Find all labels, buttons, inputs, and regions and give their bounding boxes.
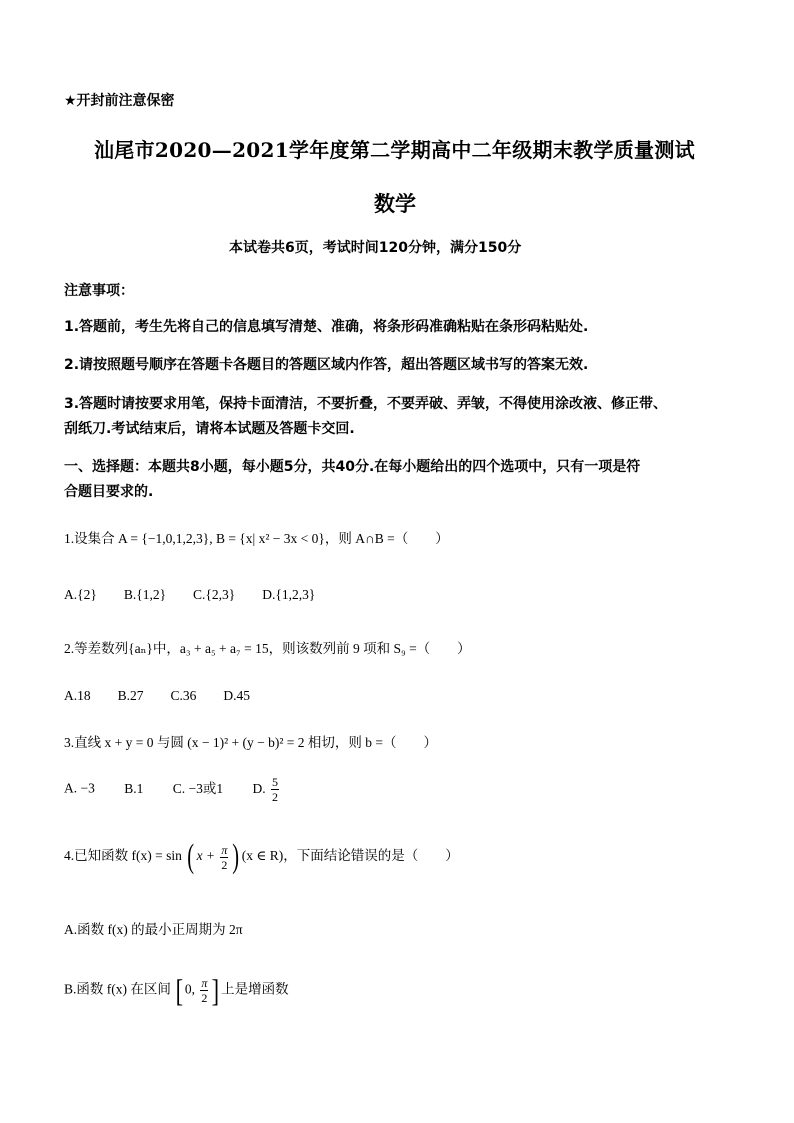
question-4 — [64, 838, 459, 876]
note-item: 3.答题时请按要求用笔，保持卡面清洁，不要折叠，不要弄破、弄皱，不得使用涂改液、修正带、 — [64, 396, 668, 412]
subject-title: 数学 — [374, 192, 416, 216]
section-heading: 一、选择题：本题共8小题，每小题5分，共40分.在每小题给出的四个选项中，只有一项是符 — [64, 459, 641, 475]
question-4-option-b — [64, 972, 289, 1009]
question-3: 3.直线 x + y = 0 与圆 (x − 1)² + (y − b)² = 2 相切，则 b =（ ） — [64, 735, 437, 750]
question-4-suffix: ，下面结论错误的是（ ） — [283, 848, 459, 864]
section-heading-cont: 合题目要求的. — [64, 484, 154, 500]
note-item: 2.请按照题号顺序在答题卡各题目的答题区域内作答，超出答题区域书写的答案无效. — [64, 357, 589, 373]
fraction-numerator: π — [201, 976, 208, 990]
fraction-denominator: 2 — [221, 857, 228, 872]
confidential-note: ★开封前注意保密 — [64, 93, 175, 109]
exam-title: 汕尾市2020—2021学年度第二学期高中二年级期末教学质量测试 — [94, 138, 695, 162]
option-b-suffix: 上是增函数 — [221, 981, 289, 997]
question-1-options: A.{2} B.{1,2} C.{2,3} D.{1,2,3} — [64, 587, 316, 602]
fraction — [220, 844, 228, 871]
fraction-numerator: 5 — [272, 775, 279, 789]
fraction — [271, 776, 279, 803]
question-1: 1.设集合 A = {−1,0,1,2,3}, B = {x| x² − 3x < 0}，则 A∩B =（ ） — [64, 531, 449, 546]
question-3-options — [64, 776, 281, 803]
question-4-option-a: A.函数 f(x) 的最小正周期为 2π — [64, 922, 243, 937]
exam-info: 本试卷共6页，考试时间120分钟，满分150分 — [229, 240, 522, 256]
option-b-prefix: B.函数 f(x) 在区间 — [64, 981, 171, 997]
note-item: 1.答题前，考生先将自己的信息填写清楚、准确，将条形码准确粘贴在条形码粘贴处. — [64, 319, 589, 335]
option-a: A. −3 — [64, 780, 95, 796]
question-2-options: A.18 B.27 C.36 D.45 — [64, 688, 251, 703]
question-4-arg: x + — [196, 848, 216, 864]
question-2: 2.等差数列{aₙ}中，a₃ + a₅ + a₇ = 15，则该数列前 9 项和 S₉ =（ ） — [64, 641, 471, 656]
interval-start: 0, — [184, 981, 196, 997]
note-item: 刮纸刀.考试结束后，请将本试题及答题卡交回. — [64, 421, 355, 437]
notes-heading: 注意事项： — [64, 283, 134, 299]
left-bracket: [ — [175, 972, 184, 1008]
fraction-numerator: π — [221, 842, 228, 857]
right-bracket: ] — [212, 972, 220, 1008]
option-d: D. — [252, 780, 266, 796]
fraction — [200, 977, 208, 1004]
fraction-denominator: 2 — [201, 991, 208, 1005]
question-4-domain: (x ∈ R) — [241, 848, 284, 864]
option-c: C. −3或1 — [172, 780, 224, 796]
right-paren: ) — [232, 838, 240, 875]
question-4-prefix: 4.已知函数 f(x) = sin — [64, 848, 182, 864]
option-b: B.1 — [124, 780, 144, 796]
left-paren: ( — [187, 838, 195, 875]
fraction-denominator: 2 — [272, 790, 279, 804]
